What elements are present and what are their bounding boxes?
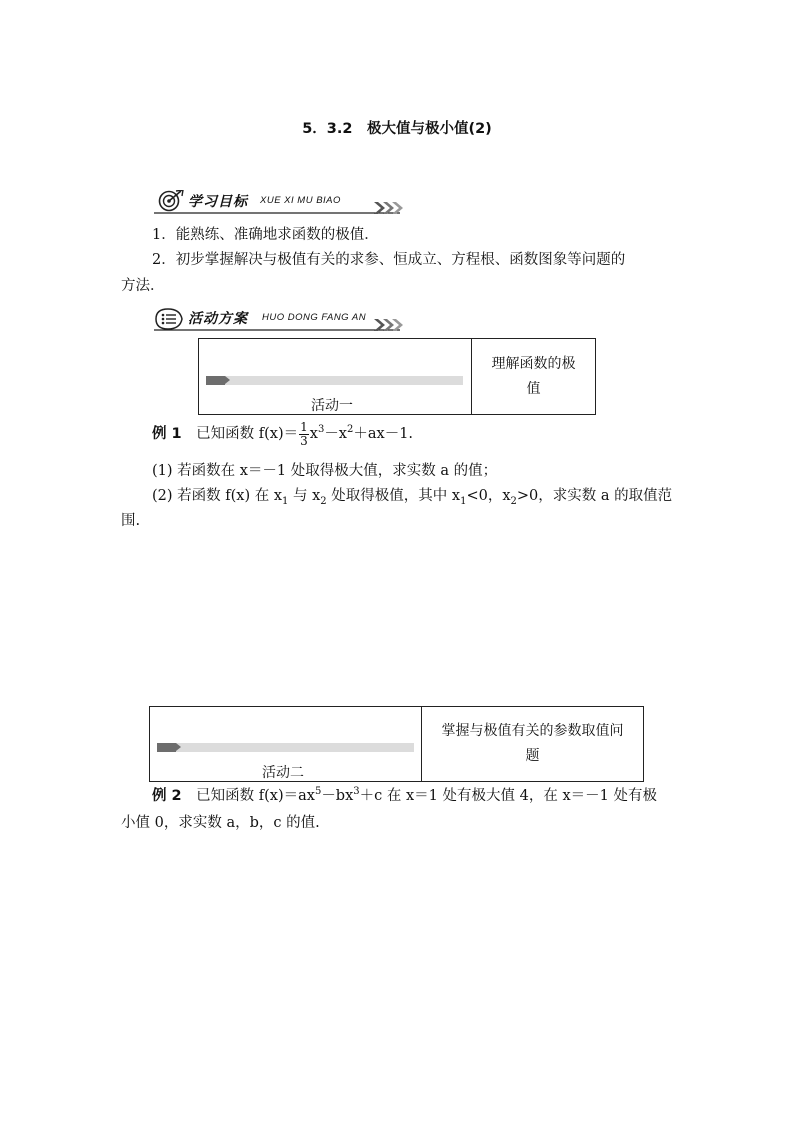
activity-2-name: 活动二 (262, 765, 304, 781)
goal-1: 1．能熟练、准确地求函数的极值． (152, 227, 379, 243)
goal-2: 2．初步掌握解决与极值有关的求参、恒成立、方程根、函数图象等问题的 (152, 252, 626, 268)
example-1-question-1: (1) 若函数在 x＝－1 处取得极大值，求实数 a 的值； (152, 463, 498, 479)
example-1-label: 例 1 (152, 426, 182, 442)
section-label-goals: 学习目标 (188, 194, 248, 210)
example-2-statement-cont: 小值 0，求实数 a，b，c 的值. (121, 815, 320, 831)
section-label-activity: 活动方案 (188, 311, 248, 327)
chevron-arrows-icon (372, 201, 406, 215)
section-header-activity (152, 307, 406, 329)
example-2-label: 例 2 (152, 788, 182, 804)
activity-1-name: 活动一 (311, 398, 353, 414)
fraction: $\frac{1}{3}$ (300, 419, 308, 448)
goal-2-cont: 方法． (121, 278, 165, 294)
example-2-statement: 例 2 已知函数 $f(x)=ax^5-bx^3+c$ 在 x＝1 处有极大值 4，在 x＝－1 处有极 (152, 786, 657, 804)
progress-bar (206, 376, 225, 385)
example-1-question-2-cont: 围. (121, 513, 141, 529)
progress-bar (157, 743, 176, 752)
page-title: 5．3.2 极大值与极小值(2) (302, 121, 492, 137)
activity-1-topic: 理解函数的极 值 (491, 355, 576, 397)
activity-1-box (198, 338, 596, 415)
activity-2-topic: 掌握与极值有关的参数取值问 题 (441, 723, 624, 764)
example-1-question-2: (2) 若函数 f(x) 在 $x_1$ 与 $x_2$ 处取得极值，其中 $x_1<0$，$x_2>0$，求实数 a 的取值范 (152, 488, 673, 507)
example-1-statement: 例 1 已知函数 f(x)＝ $\frac{1}{3}$ $x^3-x^2+ax-1$. (152, 419, 414, 448)
section-label-activity-en: HUO DONG FANG AN (262, 312, 367, 323)
section-header-goals (152, 190, 406, 212)
section-label-goals-en: XUE XI MU BIAO (260, 195, 341, 206)
chevron-arrows-icon (372, 318, 406, 332)
activity-2-box (149, 706, 644, 782)
